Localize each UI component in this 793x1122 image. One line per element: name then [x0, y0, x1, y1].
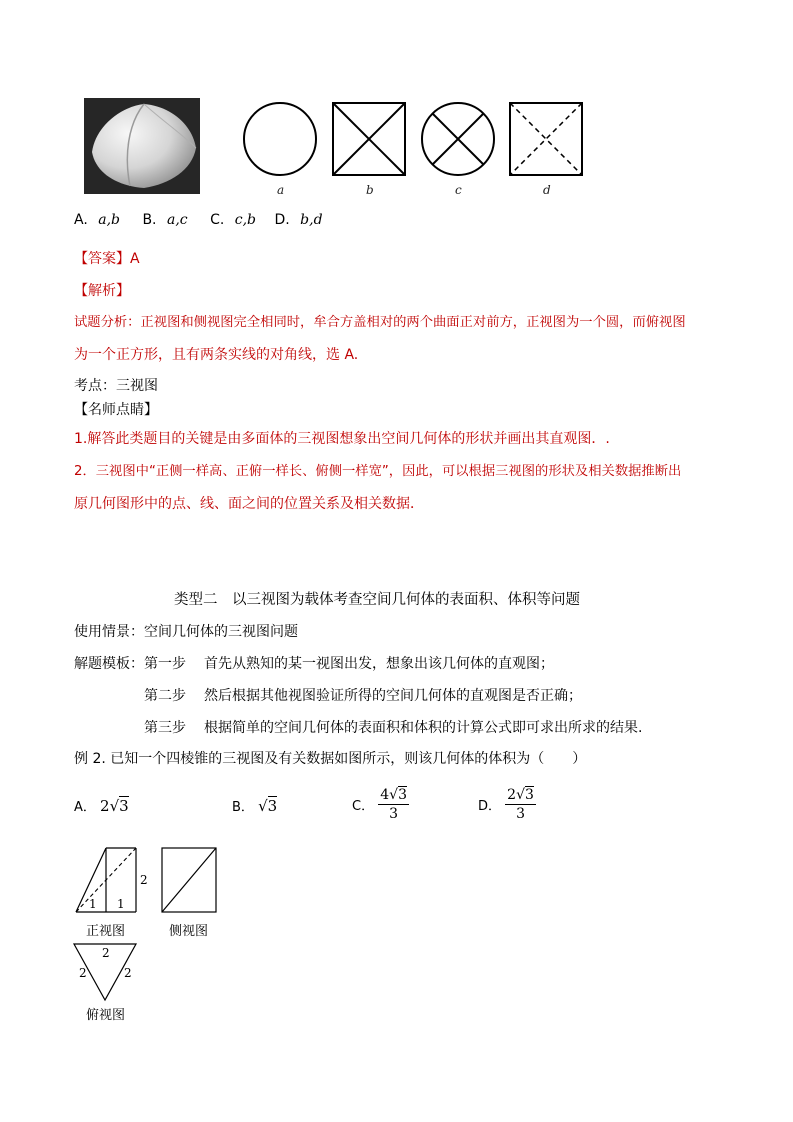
q1-option-b-value: a,c [166, 212, 188, 228]
top-view-label: 俯视图 [86, 1008, 126, 1023]
front-view-drawing [76, 848, 136, 912]
q1-option-c-value: c,b [234, 212, 257, 228]
ex2-option-a-coef: 2 [100, 797, 110, 815]
ex2-option-d [478, 786, 536, 823]
dim-top-right: 2 [124, 966, 132, 980]
usage-line: 使用情景：空间几何体的三视图问题 [74, 624, 298, 640]
kaodian-line: 考点：三视图 [74, 378, 158, 394]
step-2-text: 然后根据其他视图验证所得的空间几何体的直观图是否正确； [204, 688, 582, 704]
ex2-option-d-letter: D． [478, 799, 502, 814]
sqrt-icon: √ [109, 797, 120, 815]
ex2-option-d-radicand: 3 [525, 787, 534, 803]
dim-front-height: 2 [140, 873, 148, 887]
step-1-text: 首先从熟知的某一视图出发，想象出该几何体的直观图； [204, 656, 554, 672]
q1-option-d-letter: D. [274, 212, 290, 228]
ex2-option-d-fraction [505, 786, 536, 823]
tip-2-line-2: 原几何图形中的点、线、面之间的位置关系及相关数据． [74, 496, 424, 512]
ex2-option-c-fraction [378, 786, 409, 823]
dim-front-right: 1 [117, 897, 125, 911]
tip-2-line-1: 2．三视图中“正侧一样高、正俯一样长、俯侧一样宽”，因此，可以根据三视图的形状及相关数据推断出 [74, 464, 682, 479]
analysis-label: 【解析】 [74, 283, 130, 299]
step-1-name: 第一步 [144, 656, 186, 672]
sqrt-icon: √ [258, 797, 268, 815]
figure-d-square-dashed-diagonals [508, 101, 584, 181]
q1-option-a-letter: A. [74, 212, 88, 228]
step-3-name: 第三步 [144, 720, 186, 736]
tip-1: 1.解答此类题目的关键是由多面体的三视图想象出空间几何体的形状并画出其直观图．. [74, 431, 610, 447]
ex2-option-a-letter: A． [74, 800, 96, 815]
step-3-text: 根据简单的空间几何体的表面积和体积的计算公式即可求出所求的结果. [204, 720, 643, 736]
ex2-option-b-letter: B． [232, 800, 254, 815]
sqrt-icon: √ [516, 787, 525, 803]
template-step-2 [144, 686, 582, 706]
sqrt-icon: √ [389, 787, 399, 803]
figure-c-circle-cross [420, 101, 496, 181]
q1-options [74, 210, 323, 230]
front-view-label: 正视图 [86, 924, 126, 939]
ex2-option-d-coef: 2 [507, 787, 517, 803]
answer-value: A [130, 251, 140, 267]
side-view-drawing [162, 848, 216, 912]
side-view-label: 侧视图 [169, 924, 209, 939]
template-label: 解题模板： [74, 656, 144, 672]
ex2-option-c-radicand: 3 [398, 787, 407, 803]
section-title: 类型二 以三视图为载体考查空间几何体的表面积、体积等问题 [174, 592, 580, 608]
ex2-option-b-radicand: 3 [267, 797, 278, 815]
step-2-name: 第二步 [144, 688, 186, 704]
template-step-3 [144, 718, 642, 738]
figure-a-caption: a [277, 183, 285, 197]
figure-b-square-solid-diagonals [331, 101, 407, 181]
ex2-option-b [232, 796, 277, 815]
analysis-line-2: 为一个正方形，且有两条实线的对角线，选 A. [74, 347, 359, 363]
ex2-option-c-letter: C． [352, 799, 375, 814]
ex2-option-c-coef: 4 [380, 787, 390, 803]
ex2-option-c [352, 786, 409, 823]
ex2-option-a [74, 796, 129, 815]
dim-front-left: 1 [89, 897, 97, 911]
analysis-line-1: 试题分析：正视图和侧视图完全相同时，牟合方盖相对的两个曲面正对前方，正视图为一个圆，而俯视图 [74, 315, 686, 330]
dim-top-top: 2 [102, 946, 110, 960]
figure-d-caption: d [543, 183, 551, 197]
ex2-option-a-radicand: 3 [119, 797, 129, 815]
mouhe-fanggai-render [84, 98, 200, 194]
q1-option-b-letter: B. [142, 212, 157, 228]
ex2-option-c-denominator: 3 [389, 806, 399, 822]
dim-top-left: 2 [79, 966, 87, 980]
answer-label: 【答案】 [74, 251, 130, 267]
answer-line [74, 249, 140, 269]
q1-option-a-value: a,b [98, 212, 120, 228]
figure-c-caption: c [455, 183, 462, 197]
template-step-1 [74, 654, 554, 674]
three-view-figure [70, 840, 230, 1030]
q1-option-c-letter: C. [210, 212, 225, 228]
tips-label: 【名师点睛】 [74, 402, 158, 418]
figure-b-caption: b [366, 183, 374, 197]
example-2-question: 例 2. 已知一个四棱锥的三视图及有关数据如图所示，则该几何体的体积为（ ） [74, 751, 587, 767]
ex2-option-d-denominator: 3 [516, 806, 525, 822]
q1-option-d-value: b,d [300, 212, 323, 228]
figure-a-circle [242, 101, 318, 181]
